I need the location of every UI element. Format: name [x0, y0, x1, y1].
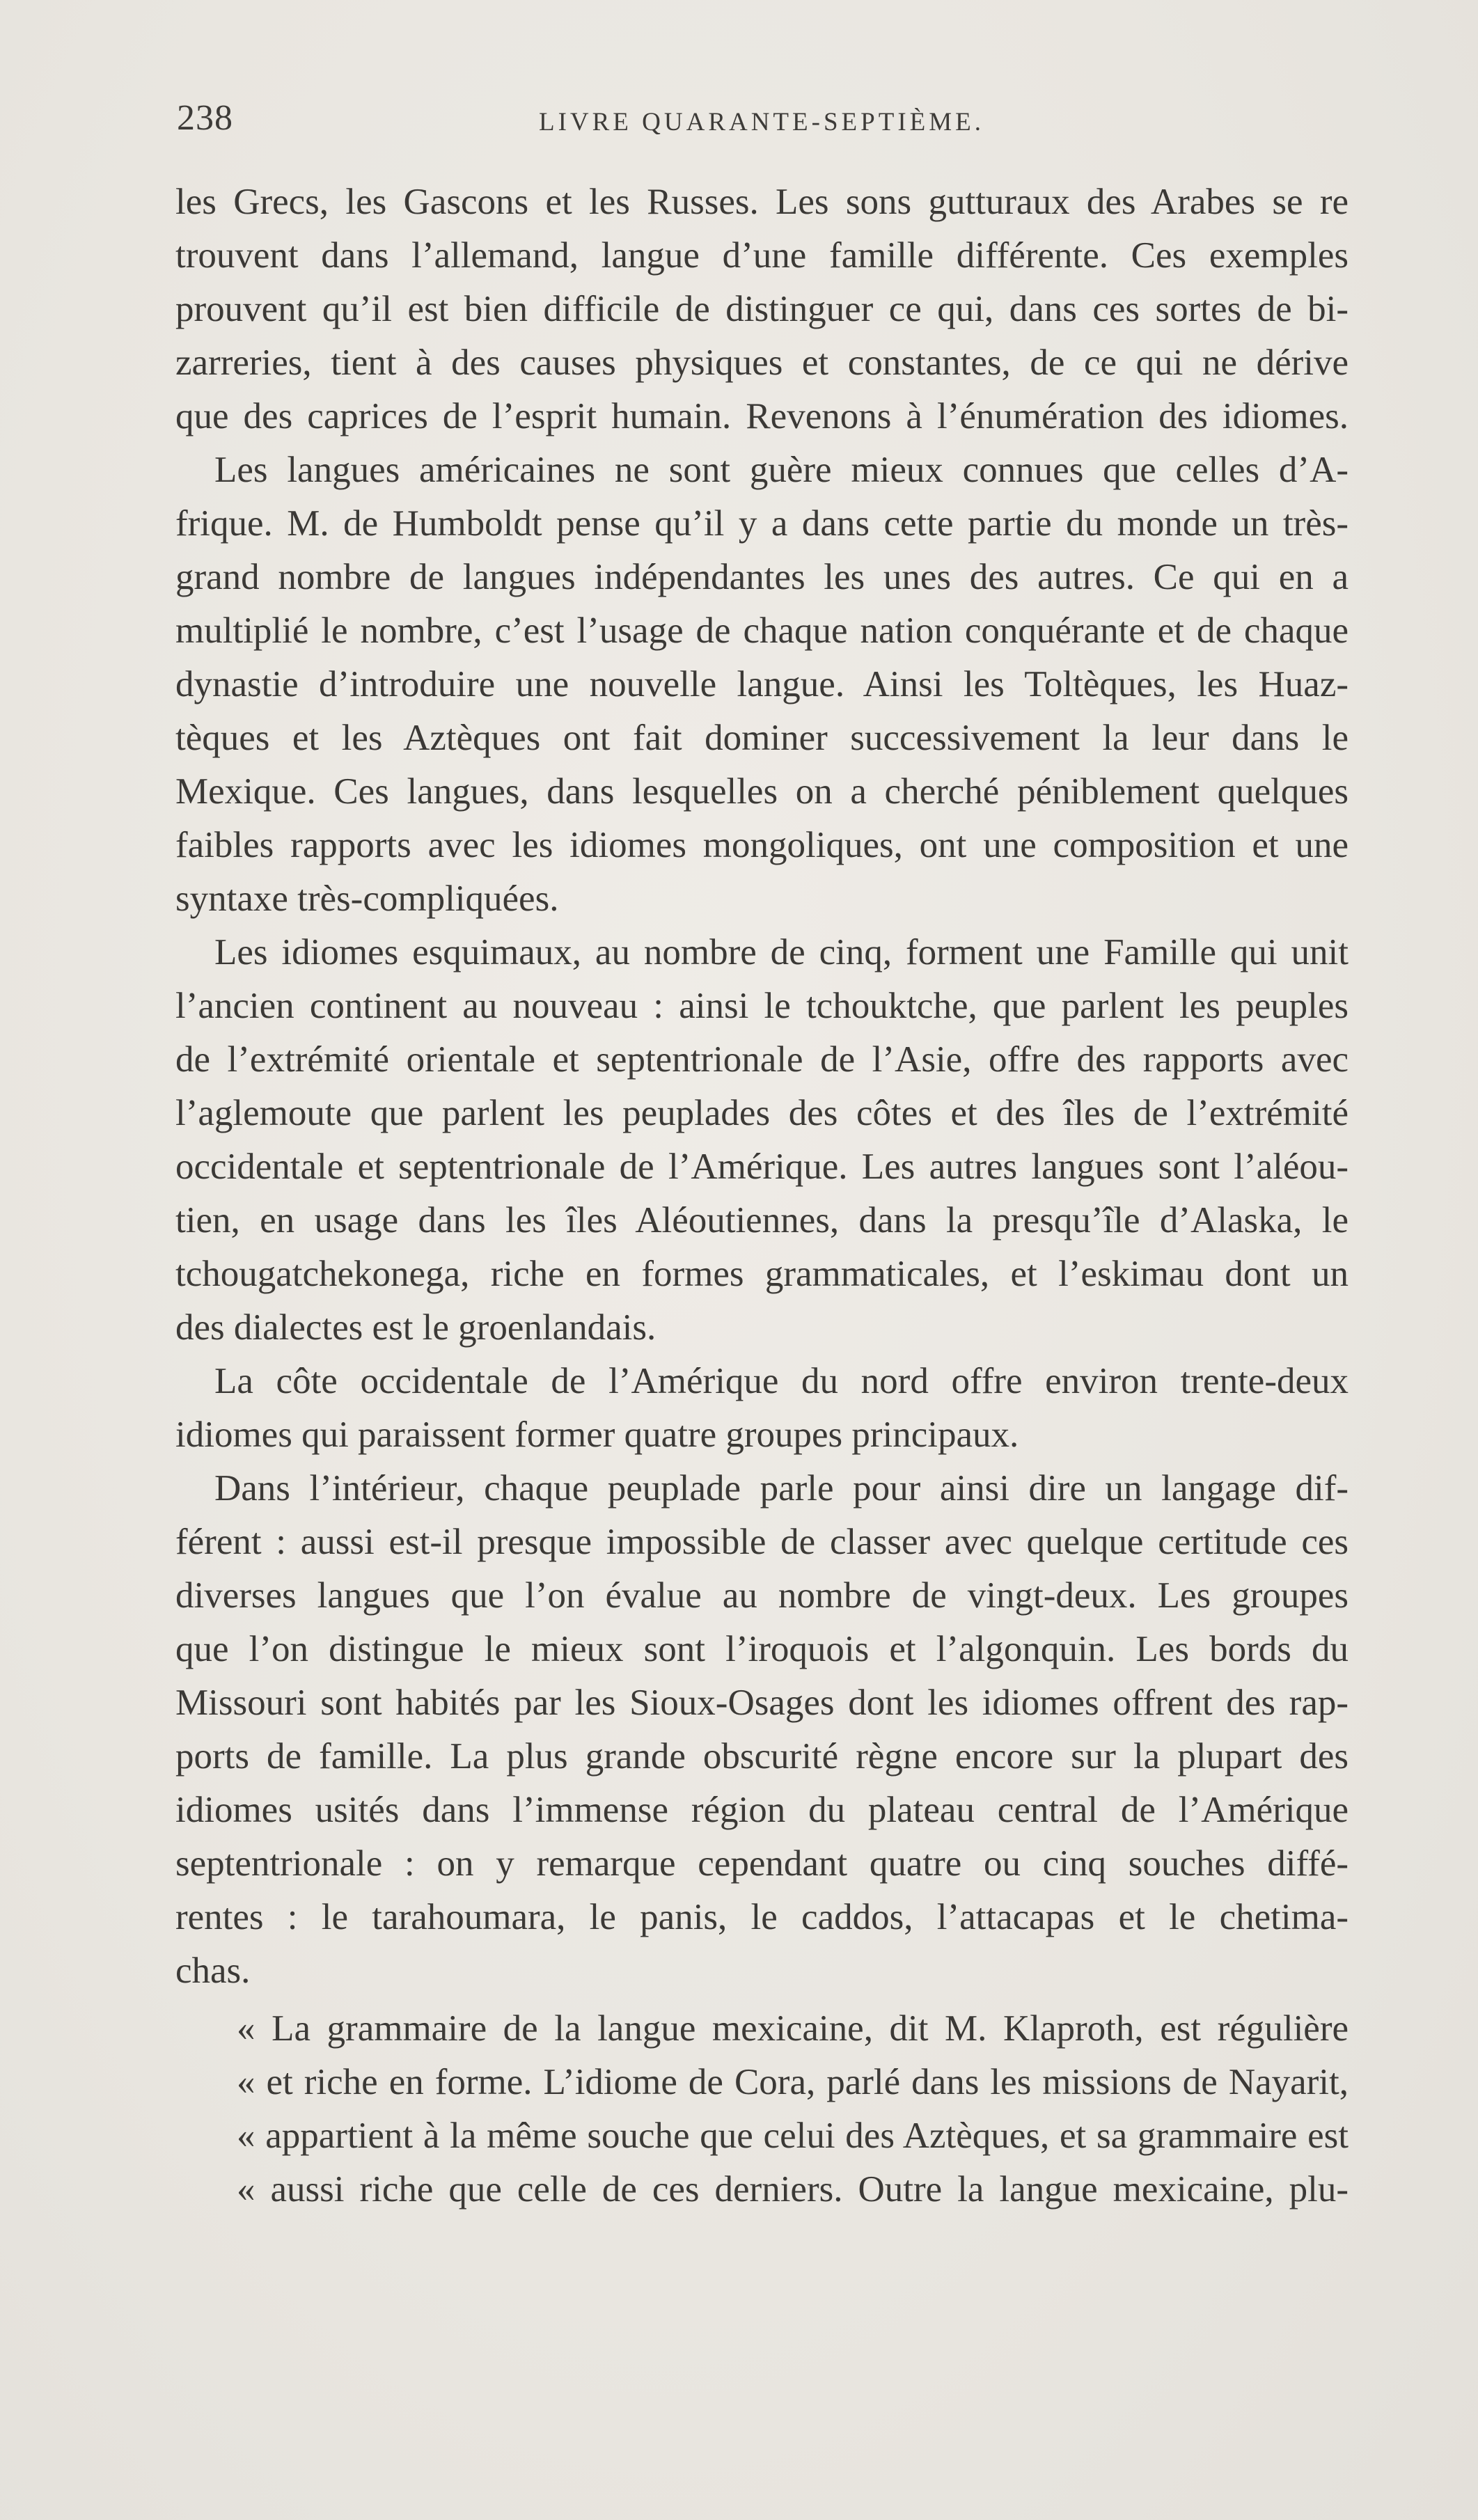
- text-line: tèques et les Aztèques ont fait dominer successivement la leur dans le: [175, 718, 1349, 758]
- text-line: Missouri sont habités par les Sioux-Osages dont les idiomes offrent des rap-: [175, 1683, 1349, 1723]
- text-line: que des caprices de l’esprit humain. Revenons à l’énumération des idiomes.: [175, 396, 1349, 436]
- body-text: [175, 175, 1349, 2216]
- quote-line: « et riche en forme. L’idiome de Cora, parlé dans les missions de Nayarit,: [237, 2062, 1349, 2102]
- text-line: des dialectes est le groenlandais.: [175, 1307, 657, 1348]
- text-line: frique. M. de Humboldt pense qu’il y a dans cette partie du monde un très-: [175, 503, 1349, 544]
- text-line: La côte occidentale de l’Amérique du nord offre environ trente-deux: [214, 1361, 1349, 1401]
- text-line: férent : aussi est-il presque impossible de classer avec quelque certitude ces: [175, 1522, 1349, 1562]
- text-line: l’ancien continent au nouveau : ainsi le tchouktche, que parlent les peuples: [175, 986, 1349, 1026]
- text-line: occidentale et septentrionale de l’Amérique. Les autres langues sont l’aléou-: [175, 1147, 1349, 1187]
- page-header: [177, 97, 1346, 153]
- text-line: grand nombre de langues indépendantes les unes des autres. Ce qui en a: [175, 557, 1349, 597]
- text-line: diverses langues que l’on évalue au nombre de vingt-deux. Les groupes: [175, 1575, 1349, 1616]
- text-line: multiplié le nombre, c’est l’usage de chaque nation conquérante et de chaque: [175, 611, 1349, 651]
- text-line: idiomes qui paraissent former quatre groupes principaux.: [175, 1415, 1019, 1455]
- text-line: les Grecs, les Gascons et les Russes. Les sons gutturaux des Arabes se re: [175, 182, 1349, 222]
- text-line: zarreries, tient à des causes physiques et constantes, de ce qui ne dérive: [175, 342, 1349, 383]
- text-line: Mexique. Ces langues, dans lesquelles on a cherché péniblement quelques: [175, 771, 1349, 812]
- text-line: tien, en usage dans les îles Aléoutiennes, dans la presqu’île d’Alaska, le: [175, 1200, 1349, 1241]
- text-line: septentrionale : on y remarque cependant quatre ou cinq souches diffé-: [175, 1843, 1349, 1884]
- page-number: 238: [177, 98, 233, 138]
- text-line: prouvent qu’il est bien difficile de distinguer ce qui, dans ces sortes de bi-: [175, 289, 1349, 329]
- text-line: que l’on distingue le mieux sont l’iroquois et l’algonquin. Les bords du: [175, 1629, 1349, 1669]
- quote-line: « aussi riche que celle de ces derniers. Outre la langue mexicaine, plu-: [237, 2169, 1349, 2210]
- text-line: dynastie d’introduire une nouvelle langue. Ainsi les Toltèques, les Huaz-: [175, 664, 1349, 704]
- running-title: LIVRE QUARANTE-SEPTIÈME.: [538, 108, 984, 136]
- text-line: tchougatchekonega, riche en formes grammaticales, et l’eskimau dont un: [175, 1254, 1349, 1294]
- quote-line: « appartient à la même souche que celui des Aztèques, et sa grammaire est: [237, 2116, 1349, 2156]
- quote-line: « La grammaire de la langue mexicaine, dit M. Klaproth, est régulière: [237, 2008, 1349, 2049]
- text-line: ports de famille. La plus grande obscurité règne encore sur la plupart des: [175, 1736, 1349, 1777]
- text-line: syntaxe très-compliquées.: [175, 879, 559, 919]
- text-line: Les idiomes esquimaux, au nombre de cinq, forment une Famille qui unit: [214, 932, 1349, 972]
- text-line: rentes : le tarahoumara, le panis, le caddos, l’attacapas et le chetima-: [175, 1897, 1349, 1937]
- text-line: chas.: [175, 1951, 251, 1991]
- text-line: Les langues américaines ne sont guère mieux connues que celles d’A-: [214, 450, 1349, 490]
- text-line: l’aglemoute que parlent les peuplades des côtes et des îles de l’extrémité: [175, 1093, 1349, 1133]
- text-line: faibles rapports avec les idiomes mongoliques, ont une composition et une: [175, 825, 1349, 865]
- text-line: trouvent dans l’allemand, langue d’une famille différente. Ces exemples: [175, 235, 1349, 276]
- text-line: Dans l’intérieur, chaque peuplade parle pour ainsi dire un langage dif-: [214, 1468, 1349, 1509]
- text-line: de l’extrémité orientale et septentrionale de l’Asie, offre des rapports avec: [175, 1039, 1349, 1080]
- text-line: idiomes usités dans l’immense région du plateau central de l’Amérique: [175, 1790, 1349, 1830]
